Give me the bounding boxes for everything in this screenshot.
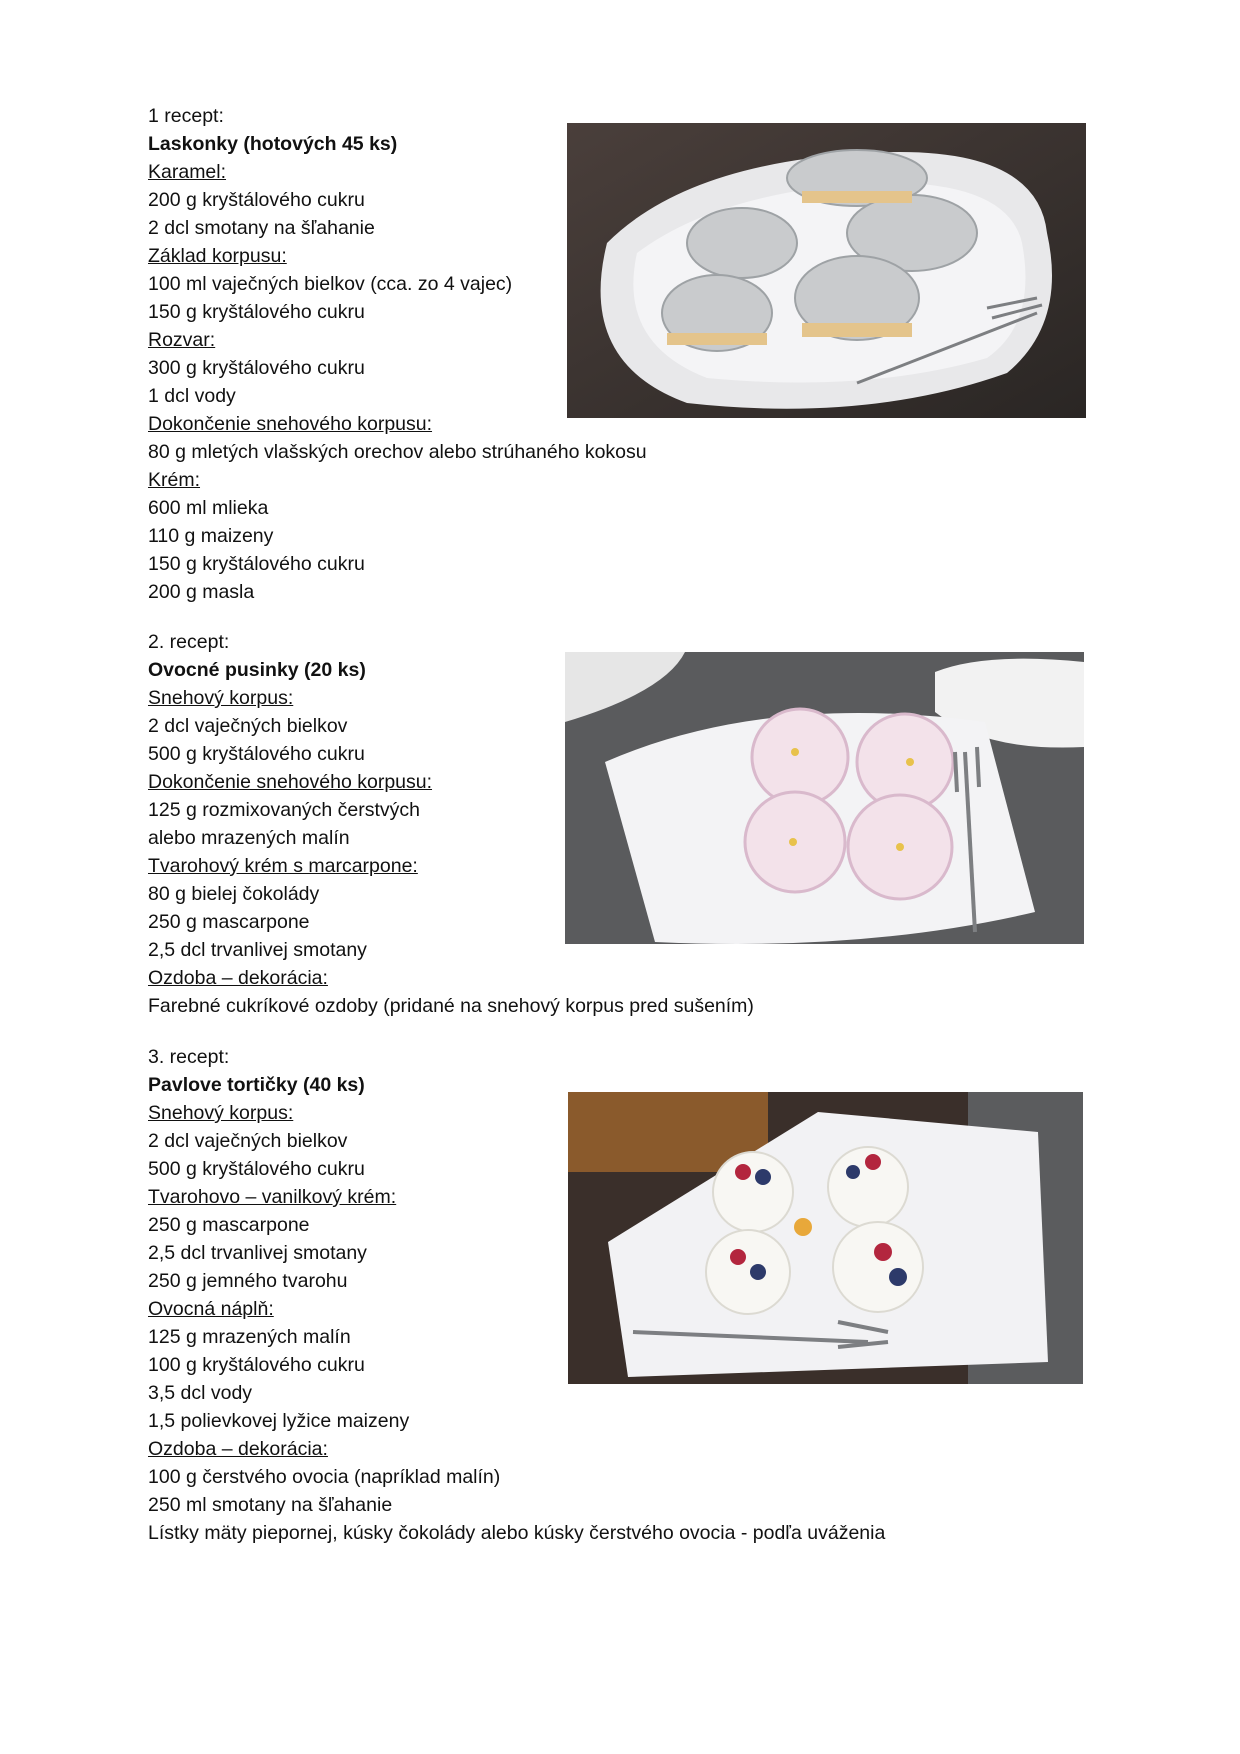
section-heading: Snehový korpus: [148, 687, 294, 709]
ingredient-line: 150 g kryštálového cukru [148, 553, 365, 575]
ingredient-line: 80 g mletých vlašských orechov alebo strúhaného kokosu [148, 441, 647, 463]
ingredient-line: 1 dcl vody [148, 385, 236, 407]
ingredient-line: 200 g kryštálového cukru [148, 189, 365, 211]
ingredient-line: 100 ml vaječných bielkov (cca. zo 4 vajec) [148, 273, 513, 295]
section-heading: Tvarohový krém s marcarpone: [148, 855, 418, 877]
recipe-title: Ovocné pusinky (20 ks) [148, 659, 366, 681]
ingredient-line: 110 g maizeny [148, 525, 274, 547]
laskonky-image [567, 123, 1086, 418]
pavlove-torticky-photo [568, 1092, 1083, 1384]
recipe-title: Pavlove tortičky (40 ks) [148, 1074, 365, 1096]
ingredient-line: 125 g mrazených malín [148, 1326, 351, 1348]
ingredient-line: 100 g kryštálového cukru [148, 1354, 365, 1376]
ingredient-line: 250 g mascarpone [148, 911, 310, 933]
section-heading: Základ korpusu: [148, 245, 287, 267]
ingredient-line: 150 g kryštálového cukru [148, 301, 365, 323]
ingredient-line: Farebné cukríkové ozdoby (pridané na snehový korpus pred sušením) [148, 995, 754, 1017]
ingredient-line: 2 dcl vaječných bielkov [148, 1130, 348, 1152]
recipe-number: 3. recept: [148, 1046, 230, 1068]
ingredient-line: 3,5 dcl vody [148, 1382, 253, 1404]
recipe-title: Laskonky (hotových 45 ks) [148, 133, 398, 155]
ingredient-line: 2,5 dcl trvanlivej smotany [148, 939, 367, 961]
section-heading: Rozvar: [148, 329, 216, 351]
ingredient-line: 100 g čerstvého ovocia (napríklad malín) [148, 1466, 501, 1488]
ovocne-pusinky-photo [565, 652, 1084, 944]
ingredient-line: 250 g jemného tvarohu [148, 1270, 348, 1292]
ingredient-line: alebo mrazených malín [148, 827, 350, 849]
ingredient-line: 250 ml smotany na šľahanie [148, 1494, 393, 1516]
ingredient-line: 600 ml mlieka [148, 497, 269, 519]
recipe-number: 2. recept: [148, 631, 230, 653]
ingredient-line: Lístky mäty piepornej, kúsky čokolády alebo kúsky čerstvého ovocia - podľa uváženia [148, 1522, 886, 1544]
ingredient-line: 200 g masla [148, 581, 255, 603]
ingredient-line: 80 g bielej čokolády [148, 883, 320, 905]
section-heading: Ovocná náplň: [148, 1298, 274, 1320]
section-heading: Dokončenie snehového korpusu: [148, 413, 433, 435]
ingredient-line: 500 g kryštálového cukru [148, 743, 365, 765]
ingredient-line: 250 g mascarpone [148, 1214, 310, 1236]
pavlove-torticky-image [568, 1092, 1083, 1384]
laskonky-photo [567, 123, 1086, 418]
ingredient-line: 2,5 dcl trvanlivej smotany [148, 1242, 367, 1264]
ovocne-pusinky-image [565, 652, 1084, 944]
section-heading: Dokončenie snehového korpusu: [148, 771, 433, 793]
ingredient-line: 2 dcl smotany na šľahanie [148, 217, 375, 239]
section-heading: Ozdoba – dekorácia: [148, 967, 328, 989]
section-heading: Krém: [148, 469, 201, 491]
ingredient-line: 300 g kryštálového cukru [148, 357, 365, 379]
ingredient-line: 125 g rozmixovaných čerstvých [148, 799, 421, 821]
ingredient-line: 2 dcl vaječných bielkov [148, 715, 348, 737]
section-heading: Tvarohovo – vanilkový krém: [148, 1186, 397, 1208]
section-heading: Snehový korpus: [148, 1102, 294, 1124]
ingredient-line: 500 g kryštálového cukru [148, 1158, 365, 1180]
ingredient-line: 1,5 polievkovej lyžice maizeny [148, 1410, 410, 1432]
section-heading: Karamel: [148, 161, 227, 183]
recipe-number: 1 recept: [148, 105, 224, 127]
section-heading: Ozdoba – dekorácia: [148, 1438, 328, 1460]
